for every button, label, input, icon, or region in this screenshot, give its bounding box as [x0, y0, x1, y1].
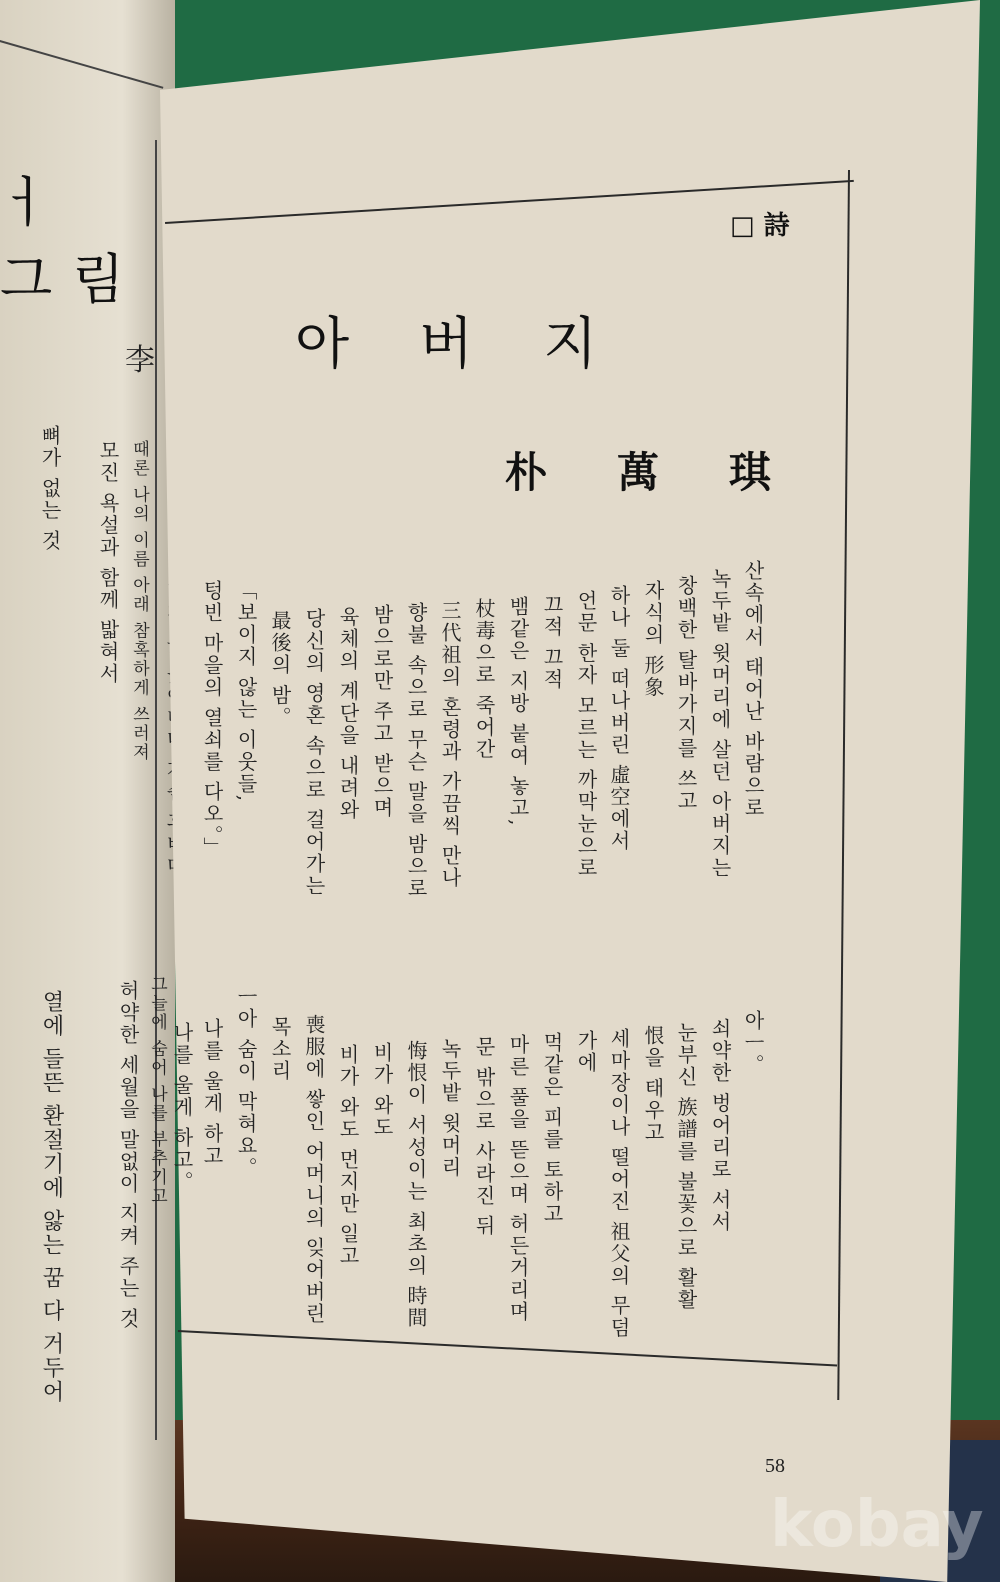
- right-page: [160, 0, 980, 1582]
- section-header: □ 詩: [730, 211, 790, 241]
- page-number: 58: [765, 1455, 785, 1477]
- poem-line: ㅡ아 숨이 막혀요。: [234, 986, 258, 1179]
- left-col-2: 때론 나의 이름 아래 참혹하게 쓰러져: [129, 440, 149, 763]
- left-col-1: 뼈가 없는 것: [38, 425, 62, 552]
- poem-line: 텅빈 마을의 열쇠를 다오。」: [200, 580, 224, 860]
- poem-line: 목소리: [268, 1016, 292, 1082]
- poem-title: 아버지: [295, 312, 668, 377]
- poem-line: 녹두밭 윗머리: [438, 1038, 462, 1179]
- poem-author: 朴萬琪: [505, 448, 842, 497]
- left-col-6: 그늘에 숨어 나를 부추기고: [147, 975, 167, 1207]
- poem-line: 당신의 영혼 속으로 걸어가는: [302, 608, 326, 898]
- poem-line: 가에: [574, 1030, 598, 1074]
- poem-line: 언문 한자 모르는 까막눈으로: [574, 590, 598, 880]
- poem-line: 쇠약한 벙어리로 서서: [708, 1018, 732, 1233]
- poem-line: 悔恨이 서성이는 최초의 時間: [404, 1040, 428, 1330]
- poem-line: 먹같은 피를 토하고: [540, 1032, 564, 1225]
- poem-line: 육체의 계단을 내려와: [336, 606, 360, 821]
- left-col-5: 열에 들뜬 환절기에 앓는 꿈 다 거두어: [39, 990, 64, 1404]
- poem-line: 문 밖으로 사라진 뒤: [472, 1036, 496, 1238]
- left-page-author: 李: [125, 343, 155, 378]
- poem-line: 三代祖의 혼령과 가끔씩 만나: [438, 600, 462, 890]
- poem-line: 아ㅡ。: [741, 1010, 765, 1076]
- poem-line: 나를 울게 하고。: [170, 1022, 194, 1193]
- poem-line: 杖毒으로 죽어간: [472, 598, 496, 761]
- left-page-title: ㅓ 그림: [0, 171, 145, 311]
- left-col-3: 모진 욕설과 함께 밟혀서: [96, 440, 120, 686]
- poem-line: 산속에서 태어난 바람으로: [741, 560, 765, 819]
- poem-line: 喪服에 쌓인 어머니의 잊어버린: [302, 1014, 326, 1326]
- left-rule-right: [155, 140, 157, 1440]
- poem-line: 뱀같은 지방 붙여 놓고,: [506, 596, 530, 828]
- poem-line: 녹두밭 윗머리에 살던 아버지는: [708, 568, 732, 880]
- poem-line: 恨을 태우고: [641, 1025, 665, 1144]
- poem-line: 밤으로만 주고 받으며: [370, 604, 394, 819]
- watermark: kobay: [770, 1488, 984, 1562]
- poem-line: 마른 풀을 뜯으며 허든거리며: [506, 1034, 530, 1324]
- poem-line: 「보이지 않는 이웃들,: [234, 580, 258, 804]
- poem-line: 창백한 탈바가지를 쓰고: [674, 575, 698, 812]
- left-rule-top: [0, 40, 163, 89]
- poem-line: 향불 속으로 무슨 말을 밤으로: [404, 602, 428, 900]
- left-col-7: 허약한 세월을 말없이 지켜 주는 것: [116, 980, 140, 1330]
- poem-line: 最後의 밤。: [268, 610, 292, 729]
- poem-line: 비가 와도: [370, 1042, 394, 1139]
- poem-line: 눈부신 族譜를 불꽃으로 활활: [674, 1022, 698, 1312]
- poem-line: 세마장이나 떨어진 祖父의 무덤: [607, 1028, 631, 1340]
- poem-line: 자식의 形象: [641, 580, 665, 699]
- poem-line: 나를 울게 하고: [200, 1018, 224, 1167]
- left-page: [0, 0, 175, 1582]
- poem-line: 비가 와도 먼지만 일고: [336, 1044, 360, 1268]
- poem-line: 끄적 끄적: [540, 594, 564, 691]
- poem-line: 하나 둘 떠나버린 虛空에서: [607, 585, 631, 853]
